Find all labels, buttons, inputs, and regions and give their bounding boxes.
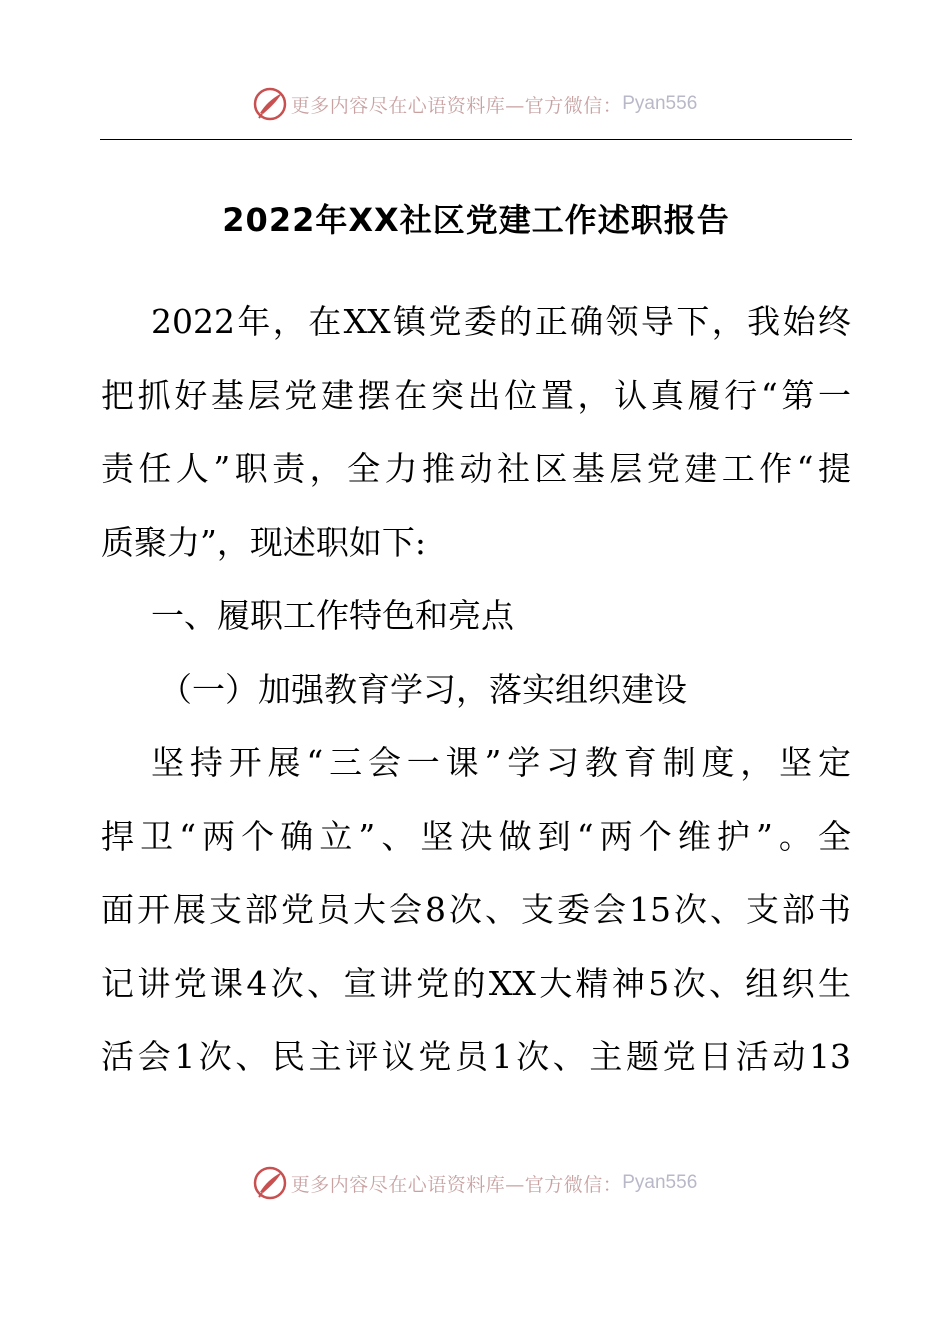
- footer-watermark: [0, 1163, 950, 1203]
- header-divider: [100, 139, 852, 140]
- paragraph-line: 2022年，在XX镇党委的正确领导下，我始终: [151, 302, 851, 341]
- quill-logo-icon: [253, 87, 287, 121]
- watermark-wechat-id: Pyan556: [622, 93, 698, 114]
- section-heading: 一、履职工作特色和亮点: [151, 596, 514, 635]
- quill-logo-icon: [253, 1166, 287, 1200]
- paragraph-line: 活会1次、民主评议党员1次、主题党日活动13: [101, 1037, 851, 1076]
- paragraph-line: 记讲党课4次、宣讲党的XX大精神5次、组织生: [101, 963, 851, 1003]
- watermark-wechat-id: Pyan556: [622, 1172, 698, 1193]
- document-title: 2022年XX社区党建工作述职报告: [222, 201, 730, 239]
- watermark-text: 更多内容尽在心语资料库—官方微信：: [290, 1173, 623, 1196]
- header-watermark: [0, 84, 950, 124]
- paragraph-line: 质聚力”，现述职如下:: [101, 522, 426, 562]
- subsection-heading: （一）加强教育学习，落实组织建设: [159, 669, 687, 709]
- document-body: [101, 297, 851, 1106]
- watermark-text: 更多内容尽在心语资料库—官方微信：: [290, 94, 623, 117]
- paragraph-line: 把抓好基层党建摆在突出位置，认真履行“第一: [101, 375, 851, 415]
- paragraph-line: 坚持开展“三会一课”学习教育制度，坚定: [151, 743, 851, 782]
- paragraph-line: 责任人”职责，全力推动社区基层党建工作“提: [101, 449, 851, 488]
- paragraph-line: 面开展支部党员大会8次、支委会15次、支部书: [101, 890, 851, 929]
- paragraph-line: 捍卫“两个确立”、坚决做到“两个维护”。全: [101, 816, 851, 856]
